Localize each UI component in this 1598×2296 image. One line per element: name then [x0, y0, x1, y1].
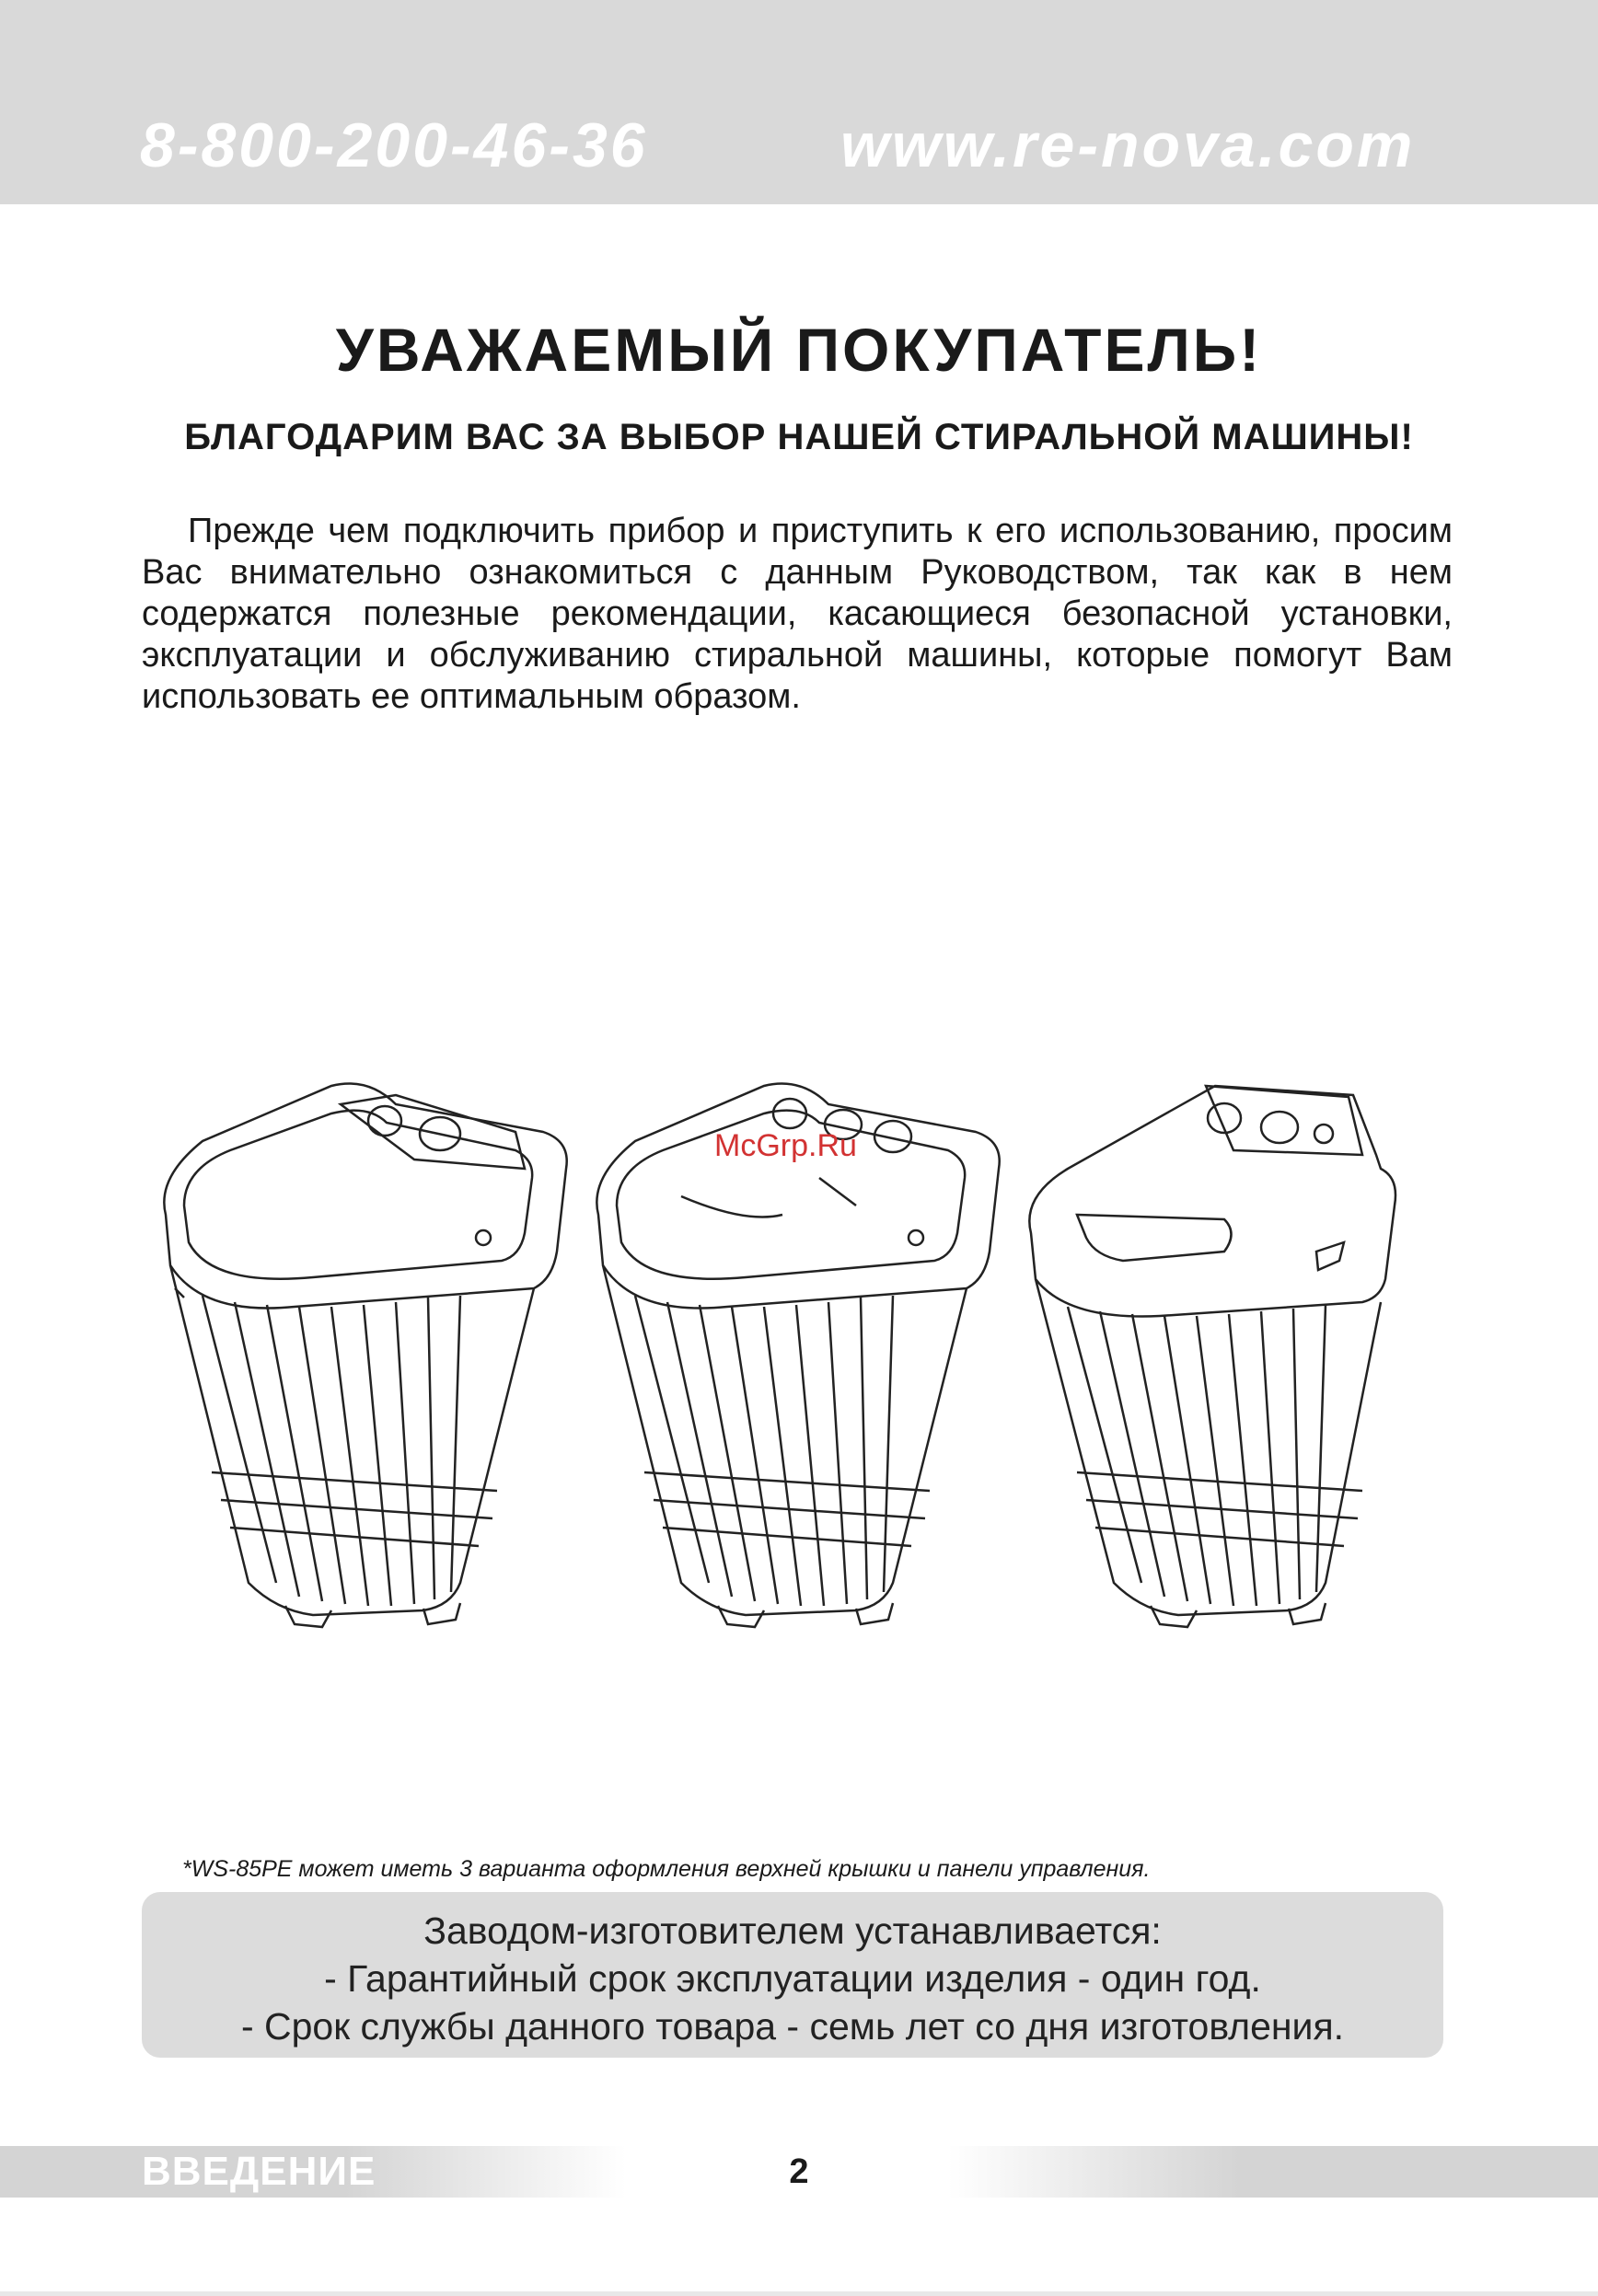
warranty-line: - Срок службы данного товара - семь лет со дня изготовления.: [240, 2005, 1345, 2048]
page-subtitle: БЛАГОДАРИМ ВАС ЗА ВЫБОР НАШЕЙ СТИРАЛЬНОЙ МАШИНЫ!: [184, 417, 1414, 457]
washing-machine-icon: [147, 1067, 571, 1638]
warranty-line: Заводом-изготовителем устанавливается:: [423, 1909, 1162, 1952]
section-label: ВВЕДЕНИЕ: [142, 2149, 376, 2194]
header-band: [0, 0, 1598, 204]
warranty-line: - Гарантийный срок эксплуатации изделия - один год.: [324, 1957, 1261, 2000]
footnote: *WS-85PE может иметь 3 варианта оформления верхней крышки и панели управления.: [182, 1856, 1151, 1882]
page-number: 2: [789, 2152, 809, 2191]
website-url: www.re-nova.com: [840, 110, 1416, 180]
footer-band-right: [948, 2146, 1598, 2198]
page-title: УВАЖАЕМЫЙ ПОКУПАТЕЛЬ!: [335, 316, 1263, 384]
phone-number: 8-800-200-46-36: [140, 110, 648, 180]
washing-machine-icon: [1013, 1067, 1436, 1638]
warranty-box: [142, 1892, 1443, 2058]
watermark: McGrp.Ru: [714, 1128, 857, 1163]
intro-paragraph: Прежде чем подключить прибор и приступить к его использованию, просим Вас внимательно ознакомиться с данным Руководством, так как в нем содержатся полезные рекомендации, касающиеся безопасной установки, эксплуатации и обслуживанию стиральной машины, которые помогут Вам использовать ее оптимальным образом.: [142, 512, 1453, 716]
bottom-rule: [0, 2291, 1598, 2296]
